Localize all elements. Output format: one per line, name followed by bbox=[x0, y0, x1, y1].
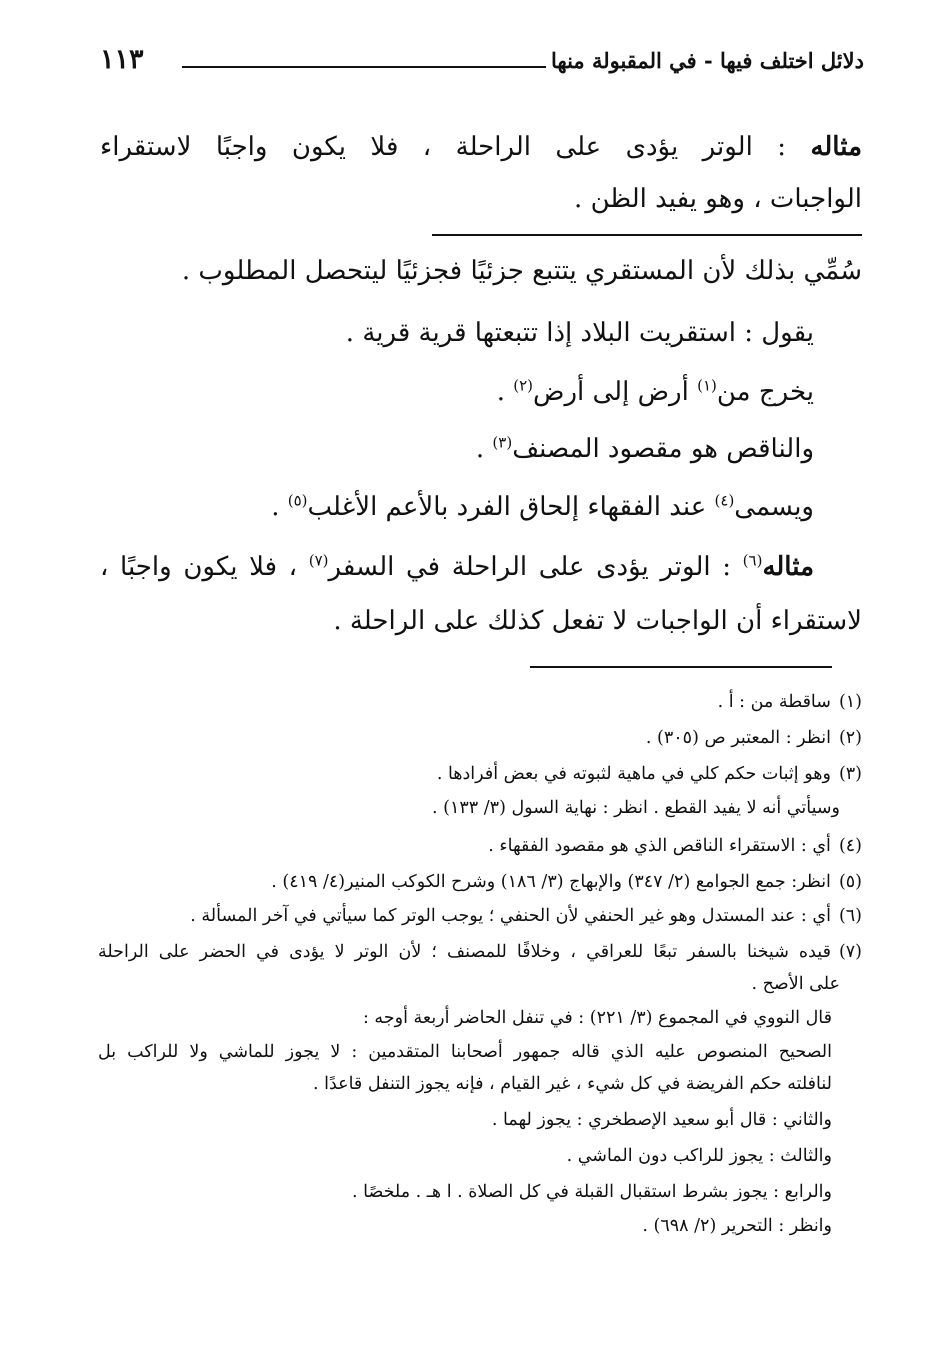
footnote-7-line-2 bbox=[751, 974, 840, 994]
footnote-ref: (٤) bbox=[714, 491, 735, 510]
main-line-4 bbox=[346, 318, 814, 348]
main-text: : الوتر يؤدى على الراحلة ، فلا يكون واجبًا لاستقراء bbox=[100, 132, 811, 162]
main-line-8 bbox=[100, 552, 814, 582]
footnote-number: (٦) bbox=[838, 906, 862, 926]
footnote-text: والرابع : يجوز بشرط استقبال القبلة في كل الصلاة . ا هـ . ملخصًا . bbox=[352, 1182, 832, 1202]
footnote-text: والثاني : قال أبو سعيد الإصطخري : يجوز لهما . bbox=[491, 1110, 832, 1130]
footnote-number: (٣) bbox=[838, 764, 862, 784]
footnote-text: لنافلته حكم الفريضة في كل شيء ، غير القيام ، فإنه يجوز التنفل قاعدًا . bbox=[312, 1074, 832, 1094]
main-text: . bbox=[475, 434, 493, 464]
main-text: والناقص هو مقصود المصنف bbox=[512, 434, 814, 464]
header-rule bbox=[182, 66, 546, 68]
footnote-text: على الأصح . bbox=[751, 974, 840, 994]
footnote-text: أي : الاستقراء الناقص الذي هو مقصود الفقهاء . bbox=[488, 836, 831, 856]
footnote-7-line-7 bbox=[567, 1146, 832, 1166]
main-line-1 bbox=[100, 132, 862, 162]
footnote-ref: (١) bbox=[697, 376, 717, 395]
footnote-number: (٢) bbox=[838, 728, 862, 748]
footnote-text: قيده شيخنا بالسفر تبعًا للعراقي ، وخلافًا للمصنف ؛ لأن الوتر لا يؤدى في الحضر على الراحلة bbox=[98, 942, 831, 962]
main-text: . bbox=[271, 492, 288, 522]
page-number: ١١٣ bbox=[100, 44, 144, 75]
footnote-text: وانظر : التحرير (٢/ ٦٩٨) . bbox=[642, 1216, 832, 1236]
main-text: يقول : استقريت البلاد إذا تتبعتها قرية قرية . bbox=[345, 318, 814, 348]
footnote-text: وهو إثبات حكم كلي في ماهية لثبوته في بعض أفرادها . bbox=[436, 764, 831, 784]
footnote-text: انظر: جمع الجوامع (٢/ ٣٤٧) والإبهاج (٣/ ١٨٦) وشرح الكوكب المنير(٤/ ٤١٩) . bbox=[271, 872, 831, 892]
main-line-5 bbox=[497, 377, 814, 407]
footnote-2 bbox=[646, 728, 862, 748]
main-text: أرض إلى أرض bbox=[533, 377, 698, 407]
footnote-number: (٤) bbox=[838, 836, 862, 856]
main-text: الواجبات ، وهو يفيد الظن . bbox=[574, 184, 862, 214]
footnote-text: قال النووي في المجموع (٣/ ٢٢١) : في تنفل الحاضر أربعة أوجه : bbox=[362, 1008, 832, 1028]
main-text: يخرج من bbox=[716, 377, 814, 407]
main-text: لاستقراء أن الواجبات لا تفعل كذلك على الراحلة . bbox=[333, 606, 862, 636]
footnote-6 bbox=[190, 906, 862, 926]
footnote-number: (٧) bbox=[838, 942, 862, 962]
main-text: : الوتر يؤدى على الراحلة في السفر bbox=[328, 552, 743, 582]
footnote-7-line-9 bbox=[642, 1216, 832, 1236]
main-text: عند الفقهاء إلحاق الفرد بالأعم الأغلب bbox=[307, 492, 715, 522]
section-separator bbox=[432, 234, 862, 236]
footnote-7-line-8 bbox=[352, 1182, 832, 1202]
example-label: مثاله bbox=[762, 552, 814, 582]
footnote-text: الصحيح المنصوص عليه الذي قاله جمهور أصحابنا المتقدمين : لا يجوز للماشي ولا للراكب بل bbox=[98, 1042, 832, 1062]
footnote-text: والثالث : يجوز للراكب دون الماشي . bbox=[566, 1146, 832, 1166]
footnote-7-line-6 bbox=[492, 1110, 832, 1130]
footnote-4 bbox=[488, 836, 862, 856]
main-text: سُمِّي بذلك لأن المستقري يتتبع جزئيًا فجزئيًا ليتحصل المطلوب . bbox=[181, 256, 862, 286]
header-title: دلائل اختلف فيها - في المقبولة منها bbox=[550, 48, 864, 73]
footnote-7-line-4 bbox=[98, 1042, 832, 1062]
footnote-7 bbox=[98, 942, 862, 962]
footnote-ref: (٥) bbox=[287, 491, 308, 510]
footnote-3-continued bbox=[432, 798, 840, 818]
footnote-text: وسيأتي أنه لا يفيد القطع . انظر : نهاية السول (٣/ ١٣٣) . bbox=[432, 798, 840, 818]
footnote-7-line-3 bbox=[363, 1008, 832, 1028]
main-text: ويسمى bbox=[734, 492, 814, 522]
footnote-1 bbox=[718, 692, 862, 712]
footnote-number: (٥) bbox=[838, 872, 862, 892]
footnote-number: (١) bbox=[838, 692, 862, 712]
main-line-2 bbox=[574, 184, 862, 214]
footnote-ref: (٧) bbox=[308, 551, 329, 570]
footnote-7-line-5 bbox=[313, 1074, 832, 1094]
footnote-text: أي : عند المستدل وهو غير الحنفي لأن الحنفي ؛ يوجب الوتر كما سيأتي في آخر المسألة . bbox=[190, 906, 831, 926]
main-text: ، فلا يكون واجبًا ، bbox=[100, 552, 309, 582]
main-text: . bbox=[496, 377, 514, 407]
example-label: مثاله bbox=[810, 132, 862, 162]
footnote-ref: (٢) bbox=[513, 376, 534, 395]
footnote-separator bbox=[530, 666, 832, 668]
main-line-7 bbox=[271, 492, 814, 522]
footnote-ref: (٣) bbox=[492, 433, 513, 452]
running-header bbox=[100, 44, 864, 84]
main-line-3 bbox=[182, 256, 862, 286]
main-line-9 bbox=[333, 606, 862, 636]
footnote-ref: (٦) bbox=[742, 551, 763, 570]
main-line-6 bbox=[476, 434, 814, 464]
footnote-3 bbox=[437, 764, 862, 784]
footnote-5 bbox=[271, 872, 862, 892]
footnote-text: ساقطة من : أ . bbox=[717, 692, 831, 712]
footnote-text: انظر : المعتبر ص (٣٠٥) . bbox=[645, 728, 831, 748]
